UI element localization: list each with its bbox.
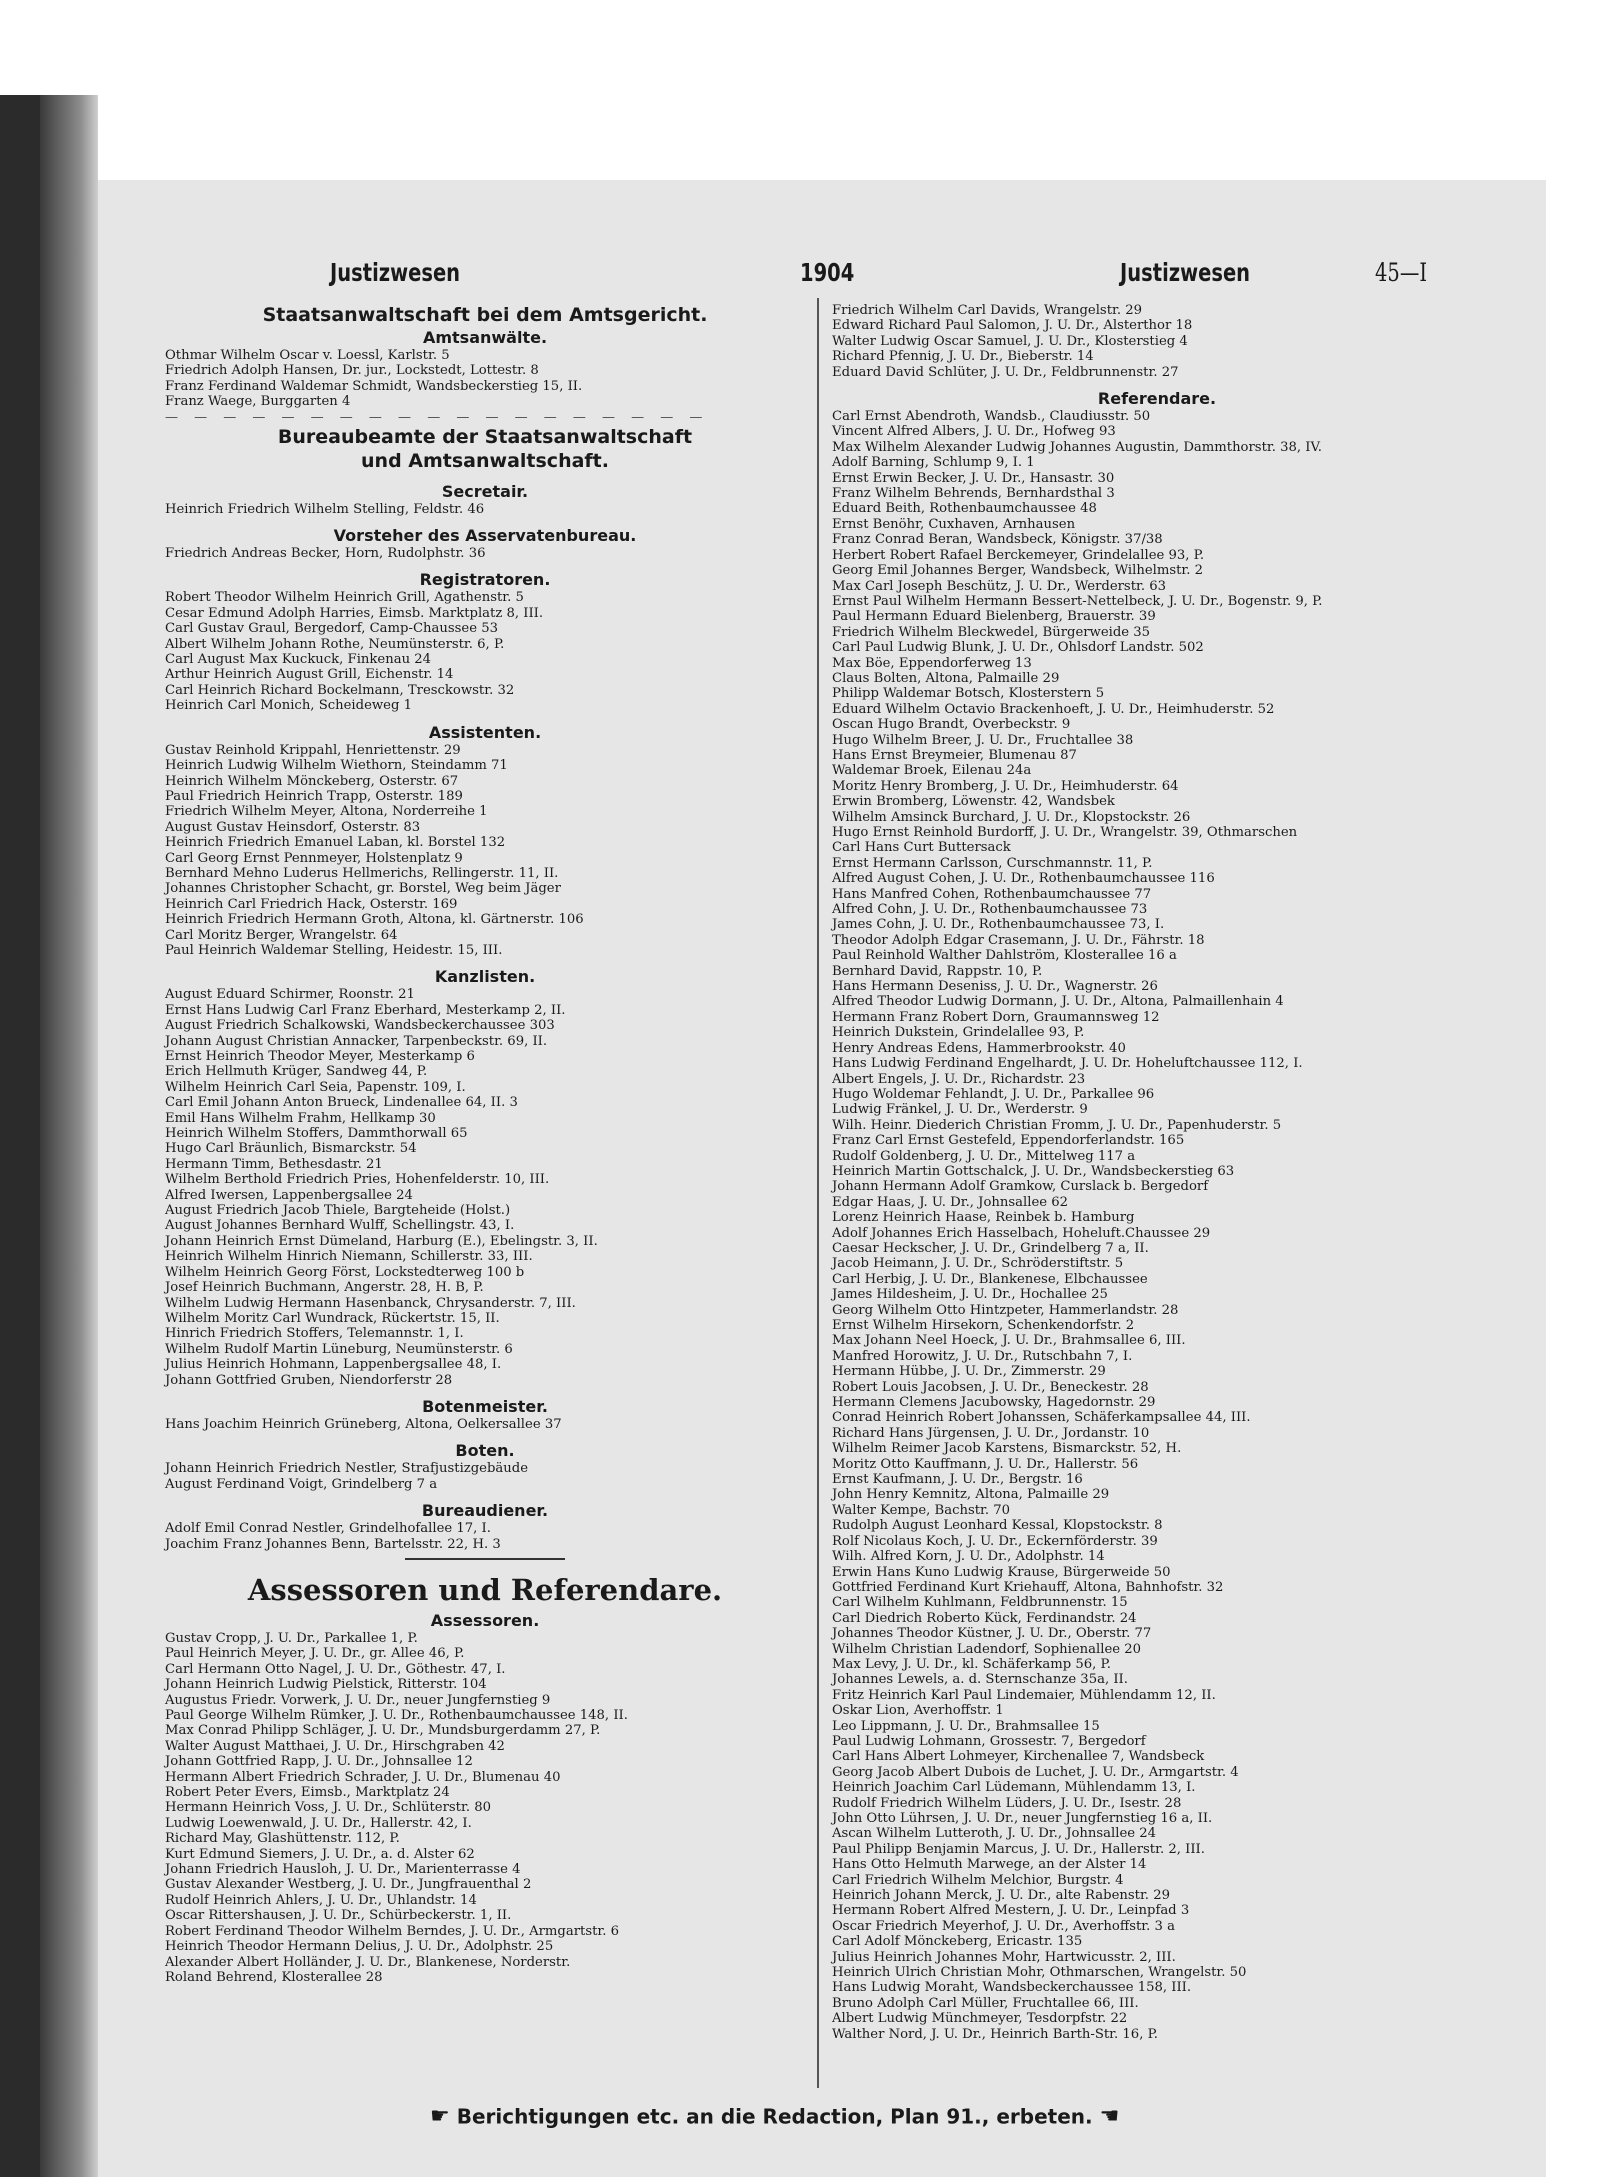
directory-entry: Heinrich Friedrich Emanuel Laban, kl. Borstel 132 [165, 835, 506, 851]
directory-entry: Oscar Rittershausen, J. U. Dr., Schürbeckerstr. 1, II. [165, 1908, 512, 1924]
directory-entry: Alexander Albert Holländer, J. U. Dr., Blankenese, Norderstr. [165, 1954, 571, 1970]
directory-entry: Paul Hermann Eduard Bielenberg, Brauerstr. 39 [832, 609, 1156, 625]
directory-entry: Max Wilhelm Alexander Ludwig Johannes Augustin, Dammthorstr. 38, IV. [832, 439, 1322, 455]
directory-entry: Gustav Alexander Westberg, J. U. Dr., Jungfrauenthal 2 [165, 1877, 532, 1893]
directory-entry: Wilhelm Rudolf Martin Lüneburg, Neumünsterstr. 6 [165, 1341, 513, 1357]
pointing-hand-right-icon: ☛ [430, 2104, 450, 2129]
directory-entry: Heinrich Ludwig Wilhelm Wiethorn, Steindamm 71 [165, 758, 508, 774]
directory-entry: Walter Kempe, Bachstr. 70 [832, 1502, 1011, 1518]
directory-entry: Ernst Heinrich Theodor Meyer, Mesterkamp 6 [165, 1049, 475, 1064]
directory-entry: Richard May, Glashüttenstr. 112, P. [165, 1831, 400, 1847]
directory-entry: Franz Waege, Burggarten 4 [165, 394, 351, 410]
directory-entry: August Ferdinand Voigt, Grindelberg 7 a [165, 1476, 438, 1492]
footer-note: Berichtigungen etc. an die Redaction, Plan 91., erbeten. [456, 2104, 1093, 2129]
directory-entry: Carl Adolf Mönckeberg, Ericastr. 135 [832, 1934, 1083, 1950]
directory-entry: Wilh. Alfred Korn, J. U. Dr., Adolphstr. 14 [832, 1549, 1105, 1565]
directory-entry: Leo Lippmann, J. U. Dr., Brahmsallee 15 [832, 1718, 1100, 1734]
directory-entry: John Otto Lührsen, J. U. Dr., neuer Jungfernstieg 16 a, II. [832, 1811, 1213, 1826]
subsection-heading: Boten. [455, 1441, 515, 1461]
directory-entry: Richard Pfennig, J. U. Dr., Bieberstr. 14 [832, 349, 1094, 365]
directory-entry: Alfred Iwersen, Lappenbergsallee 24 [165, 1187, 413, 1203]
directory-entry: Carl Moritz Berger, Wrangelstr. 64 [165, 927, 398, 943]
directory-entry: Conrad Heinrich Robert Johanssen, Schäferkampsallee 44, III. [832, 1410, 1251, 1426]
directory-entry: Hans Joachim Heinrich Grüneberg, Altona, Oelkersallee 37 [165, 1416, 562, 1432]
directory-entry: Hans Hermann Deseniss, J. U. Dr., Wagnerstr. 26 [832, 979, 1158, 995]
directory-entry: Wilhelm Christian Ladendorf, Sophienallee 20 [832, 1641, 1142, 1657]
section-heading: Bureaubeamte der Staatsanwaltschaft [277, 425, 693, 448]
directory-entry: Johann Hermann Adolf Gramkow, Curslack b. Bergedorf [832, 1179, 1209, 1195]
directory-entry: Othmar Wilhelm Oscar v. Loessl, Karlstr. 5 [165, 348, 450, 363]
page-footer [430, 2103, 1330, 2137]
directory-entry: Adolf Emil Conrad Nestler, Grindelhofallee 17, I. [165, 1521, 491, 1537]
directory-entry: Carl Wilhelm Kuhlmann, Feldbrunnenstr. 15 [832, 1595, 1128, 1611]
directory-entry: Johann Heinrich Ludwig Pielstick, Ritterstr. 104 [165, 1677, 487, 1693]
directory-entry: Lorenz Heinrich Haase, Reinbek b. Hamburg [832, 1210, 1135, 1226]
directory-entry: Henry Andreas Edens, Hammerbrookstr. 40 [832, 1040, 1126, 1056]
directory-entry: Julius Heinrich Johannes Mohr, Hartwicusstr. 2, III. [832, 1949, 1176, 1965]
directory-entry: Heinrich Theodor Hermann Delius, J. U. Dr., Adolphstr. 25 [165, 1939, 554, 1955]
pointing-hand-left-icon: ☚ [1099, 2104, 1120, 2129]
directory-entry: Eduard Beith, Rothenbaumchaussee 48 [832, 501, 1097, 517]
directory-entry: Ludwig Loewenwald, J. U. Dr., Hallerstr. 42, I. [165, 1815, 472, 1831]
directory-entry: Ernst Hans Ludwig Carl Franz Eberhard, Mesterkamp 2, II. [165, 1002, 566, 1018]
directory-entry: Johann Gottfried Rapp, J. U. Dr., Johnsallee 12 [165, 1754, 473, 1770]
directory-entry: Ernst Paul Wilhelm Hermann Bessert-Nettelbeck, J. U. Dr., Bogenstr. 9, P. [832, 593, 1323, 609]
directory-entry: Caesar Heckscher, J. U. Dr., Grindelberg 7 a, II. [832, 1240, 1149, 1256]
directory-entry: Paul Heinrich Meyer, J. U. Dr., gr. Allee 46, P. [165, 1646, 465, 1662]
directory-entry: Theodor Adolph Edgar Crasemann, J. U. Dr., Fährstr. 18 [832, 932, 1205, 948]
directory-entry: Friedrich Andreas Becker, Horn, Rudolphstr. 36 [165, 546, 486, 562]
directory-entry: Heinrich Martin Gottschalck, J. U. Dr., Wandsbeckerstieg 63 [832, 1163, 1235, 1179]
directory-entry: Johannes Theodor Küstner, J. U. Dr., Oberstr. 77 [832, 1626, 1152, 1642]
directory-entry: Heinrich Wilhelm Hinrich Niemann, Schillerstr. 33, III. [165, 1249, 533, 1265]
subsection-heading: Referendare. [1097, 389, 1217, 409]
directory-entry: Hermann Robert Alfred Mestern, J. U. Dr., Leinpfad 3 [832, 1903, 1190, 1919]
directory-entry: Hugo Carl Bräunlich, Bismarckstr. 54 [165, 1141, 417, 1157]
directory-entry: Heinrich Friedrich Wilhelm Stelling, Feldstr. 46 [165, 501, 485, 517]
directory-entry: Wilh. Heinr. Diederich Christian Fromm, J. U. Dr., Papenhuderstr. 5 [832, 1117, 1282, 1133]
column-divider [817, 298, 819, 2088]
directory-entry: Robert Louis Jacobsen, J. U. Dr., Beneckestr. 28 [832, 1379, 1149, 1395]
directory-entry: Max Johann Neel Hoeck, J. U. Dr., Brahmsallee 6, III. [832, 1333, 1186, 1349]
directory-entry: Hans Otto Helmuth Marwege, an der Alster 14 [832, 1857, 1147, 1873]
subsection-heading: Bureaudiener. [421, 1501, 549, 1521]
subsection-heading: Vorsteher des Asservatenbureau. [333, 526, 637, 546]
directory-entry: Wilhelm Heinrich Georg Först, Lockstedterweg 100 b [165, 1264, 525, 1280]
directory-entry: Adolf Johannes Erich Hasselbach, Hoheluft.Chaussee 29 [832, 1225, 1211, 1241]
directory-entry: Hans Manfred Cohen, Rothenbaumchaussee 77 [832, 886, 1152, 902]
page-header [330, 258, 1455, 298]
directory-entry: Paul Heinrich Waldemar Stelling, Heidestr. 15, III. [165, 942, 503, 958]
directory-entry: Wilhelm Moritz Carl Wundrack, Rückertstr. 15, II. [165, 1310, 500, 1326]
directory-entry: Heinrich Friedrich Hermann Groth, Altona, kl. Gärtnerstr. 106 [165, 912, 584, 928]
directory-entry: Rudolph August Leonhard Kessal, Klopstockstr. 8 [832, 1518, 1163, 1534]
page-number: 45—I [1375, 258, 1428, 287]
directory-entry: Hugo Woldemar Fehlandt, J. U. Dr., Parkallee 96 [832, 1086, 1155, 1102]
directory-entry: Carl Paul Ludwig Blunk, J. U. Dr., Ohlsdorf Landstr. 502 [832, 640, 1204, 656]
directory-entry: Manfred Horowitz, J. U. Dr., Rutschbahn 7, I. [832, 1348, 1133, 1364]
directory-entry: August Friedrich Schalkowski, Wandsbeckerchaussee 303 [165, 1018, 555, 1034]
directory-entry: Robert Ferdinand Theodor Wilhelm Berndes, J. U. Dr., Armgartstr. 6 [165, 1923, 620, 1939]
directory-entry: Franz Ferdinand Waldemar Schmidt, Wandsbeckerstieg 15, II. [165, 378, 583, 394]
directory-entry: Hermann Clemens Jacubowsky, Hagedornstr. 29 [832, 1395, 1156, 1411]
directory-entry: Georg Wilhelm Otto Hintzpeter, Hammerlandstr. 28 [832, 1302, 1179, 1318]
directory-entry: Gottfried Ferdinand Kurt Kriehauff, Altona, Bahnhofstr. 32 [832, 1579, 1224, 1595]
directory-entry: Heinrich Joachim Carl Lüdemann, Mühlendamm 13, I. [832, 1780, 1196, 1796]
directory-entry: Ascan Wilhelm Lutteroth, J. U. Dr., Johnsallee 24 [832, 1826, 1157, 1842]
directory-entry: Ernst Wilhelm Hirsekorn, Schenkendorfstr. 2 [832, 1318, 1135, 1333]
directory-entry: Carl August Max Kuckuck, Finkenau 24 [165, 652, 432, 668]
directory-entry: August Gustav Heinsdorf, Osterstr. 83 [165, 819, 421, 835]
directory-entry: Friedrich Adolph Hansen, Dr. jur., Lockstedt, Lottestr. 8 [165, 363, 539, 379]
directory-entry: Hans Ludwig Moraht, Wandsbeckerchaussee 158, III. [832, 1980, 1192, 1996]
directory-entry: Ludwig Fränkel, J. U. Dr., Werderstr. 9 [832, 1102, 1088, 1118]
directory-entry: Oscar Friedrich Meyerhof, J. U. Dr., Averhoffstr. 3 a [832, 1918, 1175, 1934]
directory-entry: Vincent Alfred Albers, J. U. Dr., Hofweg 93 [832, 424, 1116, 440]
directory-entry: Max Levy, J. U. Dr., kl. Schäferkamp 56, P. [832, 1656, 1111, 1672]
directory-entry: Robert Theodor Wilhelm Heinrich Grill, Agathenstr. 5 [165, 590, 524, 606]
subsection-heading: Amtsanwälte. [422, 328, 548, 347]
section-heading: Staatsanwaltschaft bei dem Amtsgericht. [262, 304, 708, 326]
directory-entry: Paul Reinhold Walther Dahlström, Klosterallee 16 a [832, 948, 1177, 964]
directory-entry: Albert Engels, J. U. Dr., Richardstr. 23 [832, 1071, 1086, 1087]
directory-entry: Moritz Henry Bromberg, J. U. Dr., Heimhuderstr. 64 [832, 778, 1179, 794]
directory-entry: Hermann Albert Friedrich Schrader, J. U. Dr., Blumenau 40 [165, 1769, 561, 1785]
directory-entry: Franz Conrad Beran, Wandsbeck, Königstr. 37/38 [832, 532, 1163, 548]
directory-entry: Hugo Ernst Reinhold Burdorff, J. U. Dr., Wrangelstr. 39, Othmarschen [832, 825, 1298, 840]
directory-entry: Cesar Edmund Adolph Harries, Eimsb. Marktplatz 8, III. [165, 605, 544, 621]
section-heading: und Amtsanwaltschaft. [361, 449, 609, 472]
directory-entry: Georg Jacob Albert Dubois de Luchet, J. U. Dr., Armgartstr. 4 [832, 1764, 1239, 1780]
directory-entry: Rolf Nicolaus Koch, J. U. Dr., Eckernförderstr. 39 [832, 1533, 1158, 1549]
directory-entry: Paul Friedrich Heinrich Trapp, Osterstr. 189 [165, 788, 463, 804]
directory-entry: Alfred Cohn, J. U. Dr., Rothenbaumchaussee 73 [832, 902, 1148, 918]
subsection-heading: Assistenten. [428, 722, 542, 742]
header-year: 1904 [800, 258, 855, 287]
directory-entry: Carl Diedrich Roberto Kück, Ferdinandstr. 24 [832, 1610, 1137, 1626]
directory-entry: Heinrich Dukstein, Grindelallee 93, P. [832, 1025, 1085, 1041]
directory-entry: Erwin Hans Kuno Ludwig Krause, Bürgerweide 50 [832, 1564, 1171, 1580]
directory-entry: Adolf Barning, Schlump 9, I. 1 [832, 455, 1035, 471]
directory-entry: Carl Emil Johann Anton Brueck, Lindenallee 64, II. 3 [165, 1095, 518, 1111]
directory-entry: Erwin Bromberg, Löwenstr. 42, Wandsbek [832, 794, 1115, 810]
directory-entry: Jacob Heimann, J. U. Dr., Schröderstiftstr. 5 [832, 1256, 1124, 1272]
directory-entry: Georg Emil Johannes Berger, Wandsbeck, Wilhelmstr. 2 [832, 563, 1204, 579]
directory-entry: Gustav Cropp, J. U. Dr., Parkallee 1, P. [165, 1630, 418, 1646]
directory-entry: Herbert Robert Rafael Berckemeyer, Grindelallee 93, P. [832, 547, 1205, 563]
directory-entry: August Johannes Bernhard Wulff, Schellingstr. 43, I. [165, 1218, 515, 1234]
directory-entry: Carl Friedrich Wilhelm Melchior, Burgstr. 4 [832, 1872, 1124, 1888]
directory-entry: Arthur Heinrich August Grill, Eichenstr. 14 [165, 667, 454, 683]
directory-entry: Erich Hellmuth Krüger, Sandweg 44, P. [165, 1064, 428, 1080]
main-heading: Assessoren und Referendare. [247, 1572, 723, 1607]
directory-entry: Heinrich Ulrich Christian Mohr, Othmarschen, Wrangelstr. 50 [832, 1965, 1247, 1981]
directory-entry: Joachim Franz Johannes Benn, Bartelsstr. 22, H. 3 [165, 1536, 501, 1552]
directory-entry: Paul Philipp Benjamin Marcus, J. U. Dr., Hallerstr. 2, III. [832, 1841, 1205, 1857]
directory-entry: Wilhelm Reimer Jacob Karstens, Bismarckstr. 52, H. [832, 1441, 1182, 1457]
directory-entry: Carl Ernst Abendroth, Wandsb., Claudiusstr. 50 [832, 409, 1151, 425]
directory-entry: Wilhelm Berthold Friedrich Pries, Hohenfelderstr. 10, III. [165, 1172, 550, 1188]
directory-entry: Wilhelm Amsinck Burchard, J. U. Dr., Klopstockstr. 26 [832, 809, 1191, 825]
directory-entry: Rudolf Heinrich Ahlers, J. U. Dr., Uhlandstr. 14 [165, 1892, 477, 1908]
directory-entry: Hans Ernst Breymeier, Blumenau 87 [832, 747, 1077, 763]
directory-entry: Heinrich Carl Friedrich Hack, Osterstr. 169 [165, 896, 458, 912]
directory-entry: Emil Hans Wilhelm Frahm, Hellkamp 30 [165, 1110, 436, 1126]
directory-entry: Johann Heinrich Ernst Dümeland, Harburg (E.), Ebelingstr. 3, II. [165, 1233, 598, 1249]
directory-entry: Johannes Christopher Schacht, gr. Borstel, Weg beim Jäger [165, 881, 561, 897]
directory-entry: Paul George Wilhelm Rümker, J. U. Dr., Rothenbaumchaussee 148, II. [165, 1708, 628, 1723]
directory-entry: Franz Wilhelm Behrends, Bernhardsthal 3 [832, 486, 1115, 502]
directory-entry: Johannes Lewels, a. d. Sternschanze 35a, II. [832, 1672, 1128, 1688]
subsection-heading: Assessoren. [430, 1610, 540, 1630]
directory-entry: Ernst Kaufmann, J. U. Dr., Bergstr. 16 [832, 1472, 1083, 1488]
directory-entry: Hermann Heinrich Voss, J. U. Dr., Schlüterstr. 80 [165, 1800, 491, 1816]
directory-entry: Max Carl Joseph Beschütz, J. U. Dr., Werderstr. 63 [832, 578, 1167, 594]
directory-entry: August Friedrich Jacob Thiele, Bargteheide (Holst.) [165, 1203, 511, 1219]
directory-entry: Carl Hans Curt Buttersack [832, 840, 1011, 856]
directory-entry: Friedrich Wilhelm Meyer, Altona, Norderreihe 1 [165, 804, 488, 820]
directory-entry: Rudolf Friedrich Wilhelm Lüders, J. U. Dr., Isestr. 28 [832, 1795, 1182, 1811]
subsection-heading: Registratoren. [419, 570, 551, 590]
directory-entry: Friedrich Wilhelm Carl Davids, Wrangelstr. 29 [832, 303, 1143, 318]
directory-entry: Rudolf Goldenberg, J. U. Dr., Mittelweg 117 a [832, 1148, 1136, 1164]
directory-entry: Carl Heinrich Richard Bockelmann, Tresckowstr. 32 [165, 682, 515, 698]
directory-entry: Hugo Wilhelm Breer, J. U. Dr., Fruchtallee 38 [832, 732, 1134, 748]
directory-entry: Heinrich Carl Monich, Scheideweg 1 [165, 698, 412, 714]
directory-entry: Eduard David Schlüter, J. U. Dr., Feldbrunnenstr. 27 [832, 364, 1179, 380]
section-rule [405, 1558, 565, 1560]
directory-entry: Alfred August Cohen, J. U. Dr., Rothenbaumchaussee 116 [832, 871, 1215, 887]
directory-entry: Richard Hans Jürgensen, J. U. Dr., Jordanstr. 10 [832, 1425, 1150, 1441]
directory-entry: Waldemar Broek, Eilenau 24a [832, 763, 1032, 779]
directory-entry: Walter Ludwig Oscar Samuel, J. U. Dr., Klosterstieg 4 [832, 333, 1188, 349]
subsection-heading: Secretair. [441, 481, 529, 501]
directory-entry: Fritz Heinrich Karl Paul Lindemaier, Mühlendamm 12, II. [832, 1687, 1216, 1703]
directory-entry: Hermann Timm, Bethesdastr. 21 [165, 1156, 383, 1172]
directory-entry: Edward Richard Paul Salomon, J. U. Dr., Alsterthor 18 [832, 318, 1193, 334]
directory-entry: Roland Behrend, Klosterallee 28 [165, 1969, 383, 1985]
directory-entry: Bernhard Mehno Luderus Hellmerichs, Rellingerstr. 11, II. [165, 865, 559, 881]
dashed-separator: — — — — — — — — — — — — — — — — — — — [165, 409, 709, 425]
directory-entry: Edgar Haas, J. U. Dr., Johnsallee 62 [832, 1194, 1069, 1210]
directory-entry: Wilhelm Heinrich Carl Seia, Papenstr. 109, I. [165, 1079, 466, 1095]
directory-entry: Carl Hans Albert Lohmeyer, Kirchenallee 7, Wandsbeck [832, 1749, 1205, 1765]
directory-entry: Franz Carl Ernst Gestefeld, Eppendorferlandstr. 165 [832, 1133, 1185, 1149]
directory-entry: Walther Nord, J. U. Dr., Heinrich Barth-Str. 16, P. [832, 2026, 1158, 2042]
directory-entry: Gustav Reinhold Krippahl, Henriettenstr. 29 [165, 742, 461, 758]
directory-entry: Johann Gottfried Gruben, Niendorferstr 28 [165, 1372, 453, 1388]
directory-entry: James Cohn, J. U. Dr., Rothenbaumchaussee 73, I. [832, 917, 1165, 933]
directory-entry: Eduard Wilhelm Octavio Brackenhoeft, J. U. Dr., Heimhuderstr. 52 [832, 701, 1275, 717]
directory-entry: Heinrich Wilhelm Mönckeberg, Osterstr. 67 [165, 773, 459, 789]
directory-entry: John Henry Kemnitz, Altona, Palmaille 29 [832, 1487, 1110, 1503]
directory-entry: Heinrich Johann Merck, J. U. Dr., alte Rabenstr. 29 [832, 1888, 1170, 1904]
book-gutter-shadow [40, 95, 98, 2177]
directory-entry: Oskar Lion, Averhoffstr. 1 [832, 1703, 1004, 1719]
directory-entry: Albert Wilhelm Johann Rothe, Neumünsterstr. 6, P. [165, 636, 505, 652]
header-right-title: Justizwesen [1120, 258, 1251, 287]
directory-entry: Max Conrad Philipp Schläger, J. U. Dr., Mundsburgerdamm 27, P. [165, 1723, 601, 1739]
directory-entry: Ernst Benöhr, Cuxhaven, Arnhausen [832, 516, 1076, 532]
directory-entry: Bernhard David, Rappstr. 10, P. [832, 963, 1043, 979]
left-column [165, 303, 805, 1985]
directory-entry: Robert Peter Evers, Eimsb., Marktplatz 24 [165, 1785, 450, 1801]
directory-entry: James Hildesheim, J. U. Dr., Hochallee 25 [832, 1287, 1108, 1303]
directory-entry: Johann Heinrich Friedrich Nestler, Strafjustizgebäude [165, 1461, 529, 1477]
directory-entry: Albert Ludwig Münchmeyer, Tesdorpfstr. 22 [832, 2011, 1128, 2027]
directory-entry: Friedrich Wilhelm Bleckwedel, Bürgerweide 35 [832, 624, 1151, 640]
directory-entry: Oscan Hugo Brandt, Overbeckstr. 9 [832, 717, 1071, 733]
directory-entry: Alfred Theodor Ludwig Dormann, J. U. Dr., Altona, Palmaillenhain 4 [832, 994, 1284, 1010]
directory-entry: Hans Ludwig Ferdinand Engelhardt, J. U. Dr. Hoheluftchaussee 112, I. [832, 1056, 1303, 1072]
directory-entry: Josef Heinrich Buchmann, Angerstr. 28, H. B, P. [165, 1280, 484, 1296]
directory-entry: Bruno Adolph Carl Müller, Fruchtallee 66, III. [832, 1995, 1139, 2011]
directory-entry: Max Böe, Eppendorferweg 13 [832, 655, 1032, 671]
directory-entry: Carl Georg Ernst Pennmeyer, Holstenplatz 9 [165, 850, 463, 866]
directory-entry: Johann Friedrich Hausloh, J. U. Dr., Marienterrasse 4 [165, 1862, 521, 1878]
header-left-title: Justizwesen [330, 258, 461, 287]
subsection-heading: Botenmeister. [422, 1396, 548, 1416]
directory-entry: Paul Ludwig Lohmann, Grossestr. 7, Bergedorf [832, 1733, 1146, 1749]
directory-entry: Hermann Hübbe, J. U. Dr., Zimmerstr. 29 [832, 1364, 1106, 1380]
directory-entry: Carl Gustav Graul, Bergedorf, Camp-Chaussee 53 [165, 621, 498, 637]
directory-entry: Philipp Waldemar Botsch, Klosterstern 5 [832, 686, 1105, 702]
directory-entry: Johann August Christian Annacker, Tarpenbeckstr. 69, II. [165, 1033, 548, 1049]
directory-entry: Wilhelm Ludwig Hermann Hasenbanck, Chrysanderstr. 7, III. [165, 1295, 576, 1311]
directory-entry: Kurt Edmund Siemers, J. U. Dr., a. d. Alster 62 [165, 1846, 475, 1862]
directory-entry: Ernst Erwin Becker, J. U. Dr., Hansastr. 30 [832, 470, 1115, 486]
directory-entry: August Eduard Schirmer, Roonstr. 21 [165, 987, 415, 1003]
right-column [832, 303, 1482, 2042]
directory-entry: Claus Bolten, Altona, Palmaille 29 [832, 670, 1060, 686]
directory-entry: Ernst Hermann Carlsson, Curschmannstr. 11, P. [832, 855, 1153, 871]
directory-entry: Hinrich Friedrich Stoffers, Telemannstr. 1, I. [165, 1326, 464, 1342]
directory-entry: Carl Herbig, J. U. Dr., Blankenese, Elbchaussee [832, 1271, 1148, 1287]
directory-entry: Heinrich Wilhelm Stoffers, Dammthorwall 65 [165, 1126, 468, 1142]
directory-entry: Hermann Franz Robert Dorn, Graumannsweg 12 [832, 1009, 1160, 1025]
directory-entry: Julius Heinrich Hohmann, Lappenbergsallee 48, I. [165, 1357, 502, 1373]
directory-entry: Moritz Otto Kauffmann, J. U. Dr., Hallerstr. 56 [832, 1456, 1139, 1472]
directory-entry: Augustus Friedr. Vorwerk, J. U. Dr., neuer Jungfernstieg 9 [165, 1692, 551, 1708]
directory-entry: Carl Hermann Otto Nagel, J. U. Dr., Göthestr. 47, I. [165, 1661, 506, 1677]
subsection-heading: Kanzlisten. [434, 967, 536, 987]
directory-entry: Walter August Matthaei, J. U. Dr., Hirschgraben 42 [165, 1738, 505, 1754]
